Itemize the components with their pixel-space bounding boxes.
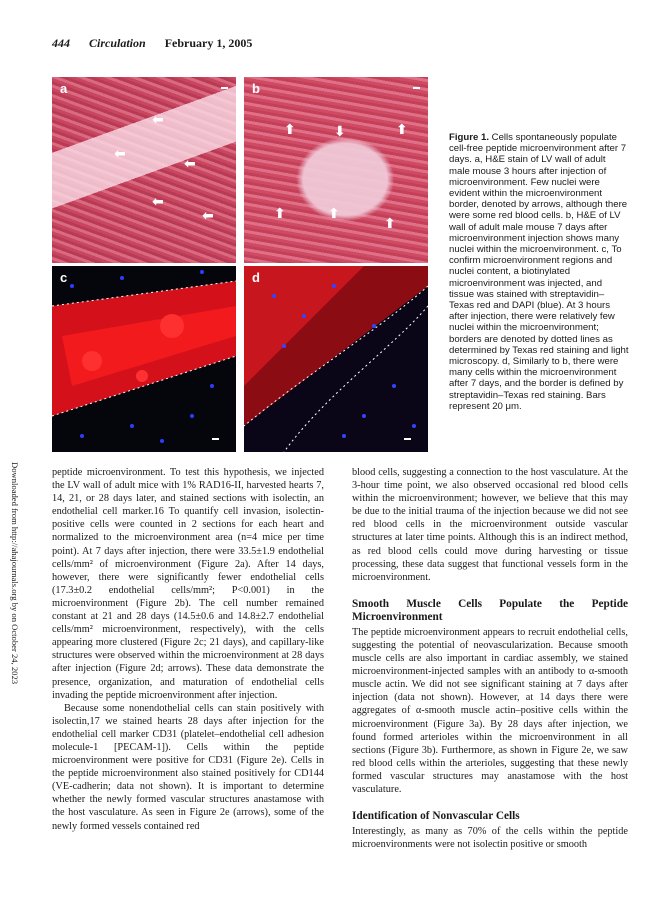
- arrow-icon: ⬆: [284, 122, 296, 138]
- page-number: 444: [52, 36, 70, 50]
- section-heading: Smooth Muscle Cells Populate the Peptide Microenvironment: [352, 597, 628, 623]
- right-column: [352, 466, 628, 851]
- panel-label-b: b: [252, 81, 260, 96]
- panel-label-a: a: [60, 81, 68, 96]
- paragraph: peptide microenvironment. To test this hypothesis, we injected the LV wall of adult mice with 1% RAD16-II, harvested hearts 7, 14, 21, or 28 days later, and stained sections with isolectin, an endothelial cell marker.16 To quantify cell invasion, isolectin-positive cells were counted in 2 sections for each heart and normalized to the microenvironment area (n=4 mice per time point). At 7 days after injection, there were 33.5±1.9 endothelial cells/mm² of microenvironment (Figure 2a). After 14 days, however, there were significantly fewer endothelial cells (17.3±0.2 endothelial cells/mm²; P<0.001) in the microenvironment (Figure 2b). The cell number remained constant at 21 and 28 days (14.5±0.6 and 14.8±2.7 endothelial cells/mm² microenvironment, respectively), with the cells appearing more clustered (Figure 2c; 21 days), and capillary-like structures were observed within the microenvironment at 28 days after injection (Figure 2d; arrows). These data demonstrate the presence, organization, and maturation of endothelial cells invading the peptide microenvironment after injection.: [52, 467, 324, 701]
- scale-bar: [413, 87, 420, 89]
- download-watermark: [6, 462, 20, 762]
- issue-date: February 1, 2005: [164, 36, 253, 50]
- arrow-icon: ⬆: [274, 206, 286, 222]
- caption-title: Figure 1.: [449, 132, 489, 143]
- figure-panel-b: [244, 77, 428, 263]
- journal-name: Circulation: [89, 36, 146, 50]
- figure-panel-a: [52, 77, 236, 263]
- caption-text: Cells spontaneously populate cell-free peptide microenvironment after 7 days. a, H&E stain of LV wall of adult male mouse 3 hours after injection of microenvironment. Few nuclei were evident within the microenvironment border, denoted by arrows, although there were some red blood cells. b, H&E of LV wall of adult male mouse 7 days after microenvironment injection shows many nuclei within the microenvironment. c, To confirm microenvironment regions and nuclei content, a biotinylated microenvironment was injected, and tissue was stained with streptavidin–Texas red and DAPI (blue). At 3 hours after injection, there were relatively few nuclei within the microenvironment; borders are denoted by dotted lines as determined by Texas red staining and light microscopy. d, Similarly to b, there were many cells within the microenvironment after 7 days, and the border is defined by streptavidin–Texas red staining. Bars represent 20 μm.: [449, 132, 629, 412]
- arrow-icon: ⬅: [202, 208, 214, 224]
- paragraph: Interestingly, as many as 70% of the cells within the peptide microenvironments were not isolectin positive or smooth: [352, 826, 628, 851]
- scale-bar: [221, 87, 228, 89]
- download-notice: Downloaded from http://ahajournals.org by on October 24, 2023: [10, 462, 20, 685]
- panel-label-c: c: [60, 270, 68, 285]
- arrow-icon: ⬅: [152, 194, 164, 210]
- paragraph: Because some nonendothelial cells can stain positively with isolectin,17 we stained hearts 28 days after injection for the endothelial cell marker CD31 (platelet–endothelial cell adhesion molecule-1 [PECAM-1]). Cells within the peptide microenvironment were positive for CD31 (Figure 2e). Cells in the peptide microenvironment also stained positively for CD144 (VE-cadherin; data not shown). It is important to determine whether the newly formed vascular structures anastamose with the host vasculature. As seen in Figure 2e (arrows), some of the newly formed vessels contained red: [52, 702, 324, 832]
- fluorescence-image-c: [52, 266, 236, 452]
- running-header: [52, 36, 268, 51]
- arrow-icon: ⬅: [152, 112, 164, 128]
- arrow-icon: ⬆: [328, 206, 340, 222]
- figure-panel-d: [244, 266, 428, 452]
- left-column: [52, 466, 324, 833]
- fluorescence-image-d: [244, 266, 428, 452]
- figure-panel-c: [52, 266, 236, 452]
- section-heading: Identification of Nonvascular Cells: [352, 810, 520, 823]
- figure-caption: [449, 132, 629, 412]
- arrow-icon: ⬅: [184, 156, 196, 172]
- paragraph: blood cells, suggesting a connection to the host vasculature. At the 3-hour time point, we also observed occasional red blood cells within the microenvironment; however, we believe that this may be due to the initial trauma of the injection because we did not see red blood cells in the microenvironment outside vascular structures at later time points. Although this is an indirect method, as red blood cells could move during harvesting or tissue processing, these data suggest that functional vessels form in the microenvironment.: [352, 467, 628, 583]
- arrow-icon: ⬇: [334, 124, 346, 140]
- panel-label-d: d: [252, 270, 260, 285]
- arrow-icon: ⬆: [384, 216, 396, 232]
- arrow-icon: ⬅: [114, 146, 126, 162]
- arrow-icon: ⬆: [396, 122, 408, 138]
- paragraph: The peptide microenvironment appears to recruit endothelial cells, suggesting the potential of neovascularization. Because smooth muscle cells are also important in cardiac assembly, we stained microenvironment-injected samples with an antibody to α-smooth muscle actin. We did not see significant staining at 7 days after injection (data not shown). However, at 14 days there were aggregates of α-smooth muscle actin–positive cells within the microenvironment (Figure 3a). By 28 days after injection, we found formed arterioles within the microenvironment in all sections (Figure 3b). Furthermore, as shown in Figure 2e, we saw red blood cells within the arterioles, suggesting that these newly formed vascular structures may anastamose with the host vasculature.: [352, 626, 628, 795]
